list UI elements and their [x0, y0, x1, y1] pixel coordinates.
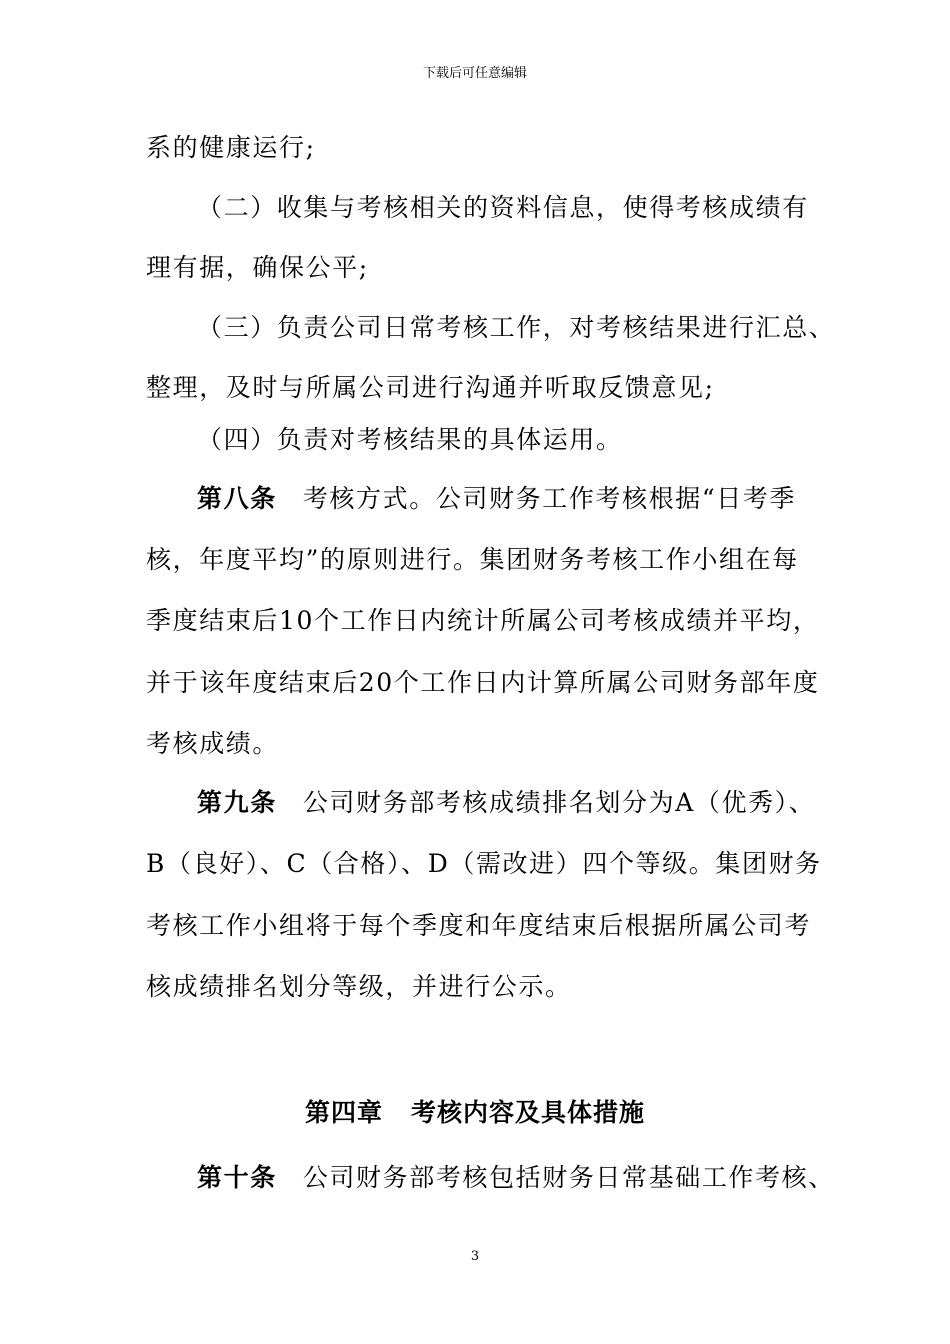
text-line: 核，年度平均”的原则进行。集团财务考核工作小组在每: [146, 545, 799, 574]
text-line: （二）收集与考核相关的资料信息，使得考核成绩有: [197, 193, 809, 222]
article-10-text: 公司财务部考核包括财务日常基础工作考核、: [302, 1163, 835, 1192]
text-line: 考核成绩。: [146, 729, 280, 758]
article-9-text: 公司财务部考核成绩排名划分为A（优秀）、: [302, 788, 816, 817]
text-line: 整理，及时与所属公司进行沟通并听取反馈意见;: [146, 373, 715, 402]
page-header: 下载后可任意编辑: [422, 66, 527, 81]
text-line: （四）负责对考核结果的具体运用。: [197, 425, 623, 454]
text-line: 考核工作小组将于每个季度和年度结束后根据所属公司考: [146, 911, 812, 940]
article-8-first-line: [197, 484, 796, 514]
text-line: 并于该年度结束后20个工作日内计算所属公司财务部年度: [146, 668, 820, 697]
article-8-heading: 第八条: [197, 484, 277, 513]
article-10-first-line: [197, 1163, 835, 1193]
chapter-number: 第四章: [304, 1098, 383, 1127]
article-10-heading: 第十条: [197, 1163, 277, 1192]
text-line: 核成绩排名划分等级，并进行公示。: [146, 972, 572, 1001]
text-line: 理有据，确保公平;: [146, 253, 369, 282]
text-line: 系的健康运行;: [146, 133, 316, 162]
text-line: （三）负责公司日常考核工作，对考核结果进行汇总、: [197, 313, 836, 342]
page-number: 3: [470, 1249, 480, 1264]
article-8-text: 考核方式。公司财务工作考核根据“日考季: [302, 484, 796, 513]
chapter-heading: [0, 1098, 950, 1128]
text-line: 季度结束后10个工作日内统计所属公司考核成绩并平均，: [146, 606, 820, 635]
article-9-first-line: [197, 788, 815, 818]
article-9-heading: 第九条: [197, 788, 277, 817]
chapter-title: 考核内容及具体措施: [411, 1098, 646, 1127]
text-line: B（良好）、C（合格）、D（需改进）四个等级。集团财务: [146, 849, 822, 878]
